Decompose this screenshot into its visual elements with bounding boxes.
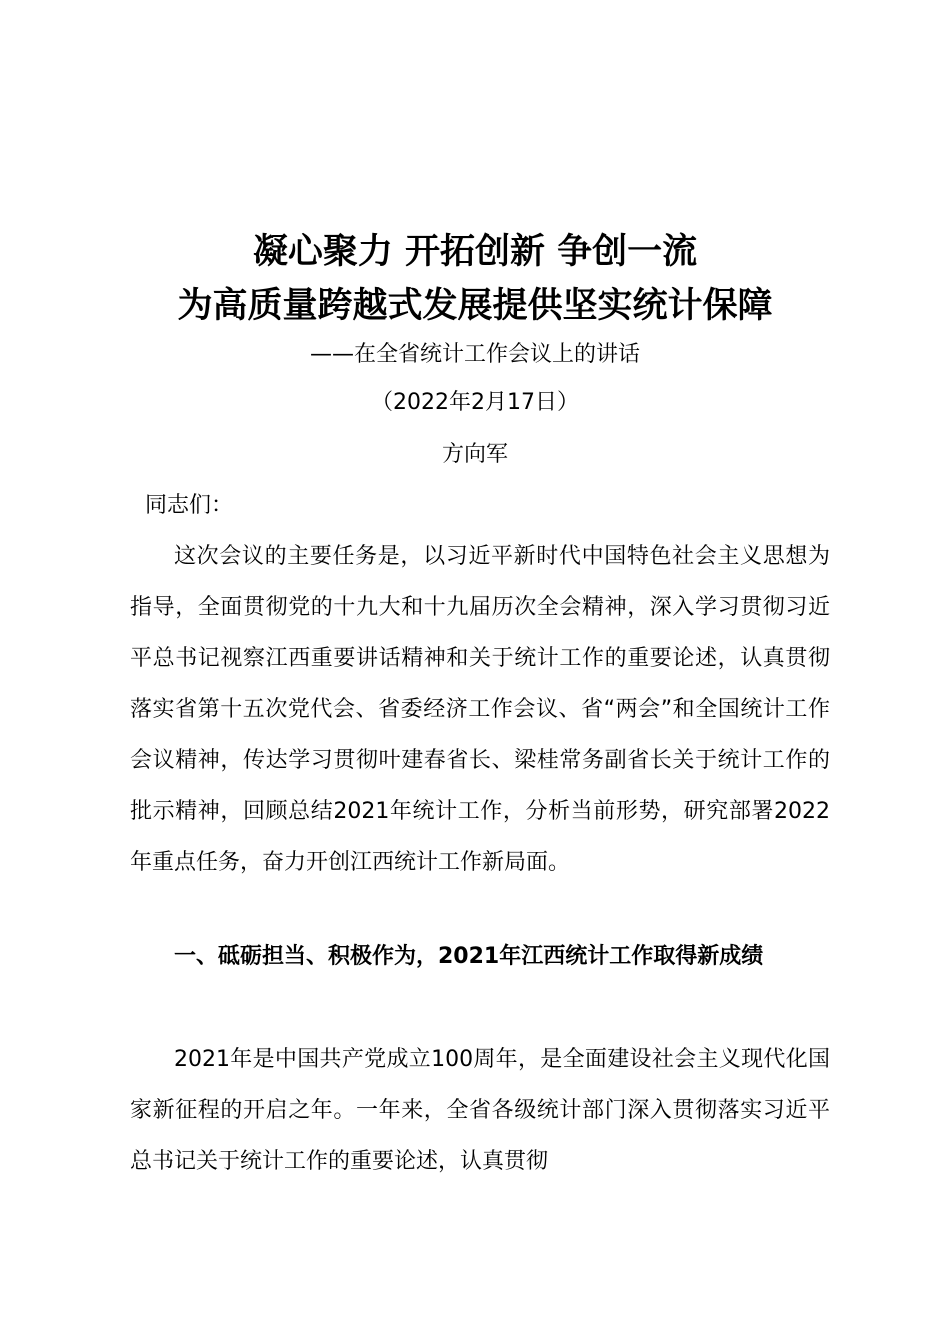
document-title-line2: 为高质量跨越式发展提供坚实统计保障 <box>177 285 773 326</box>
body-paragraph-1: 这次会议的主要任务是，以习近平新时代中国特色社会主义思想为指导，全面贯彻党的十九大和十九届历次全会精神，深入学习贯彻习近平总书记视察江西重要讲话精神和关于统计工作的重要论述，认真贯彻落实省第十五次党代会、省委经济工作会议、省“两会”和全国统计工作会议精神，传达学习贯彻叶建春省长、梁桂常务副省长关于统计工作的批示精神，回顾总结2021年统计工作，分析当前形势，研究部署2022年重点任务，奋力开创江西统计工作新局面。 <box>130 544 830 875</box>
section-heading-1: 一、砥砺担当、积极作为，2021年江西统计工作取得新成绩 <box>174 944 764 969</box>
salutation: 同志们： <box>145 493 234 518</box>
document-author: 方向军 <box>441 442 508 467</box>
document-subtitle: ——在全省统计工作会议上的讲话 <box>309 342 640 367</box>
body-paragraph-2: 2021年是中国共产党成立100周年，是全面建设社会主义现代化国家新征程的开启之年。一年来，全省各级统计部门深入贯彻落实习近平总书记关于统计工作的重要论述，认真贯彻 <box>130 1047 830 1174</box>
document-date: （2022年2月17日） <box>371 390 579 415</box>
document-title-line1: 凝心聚力 开拓创新 争创一流 <box>252 231 698 272</box>
